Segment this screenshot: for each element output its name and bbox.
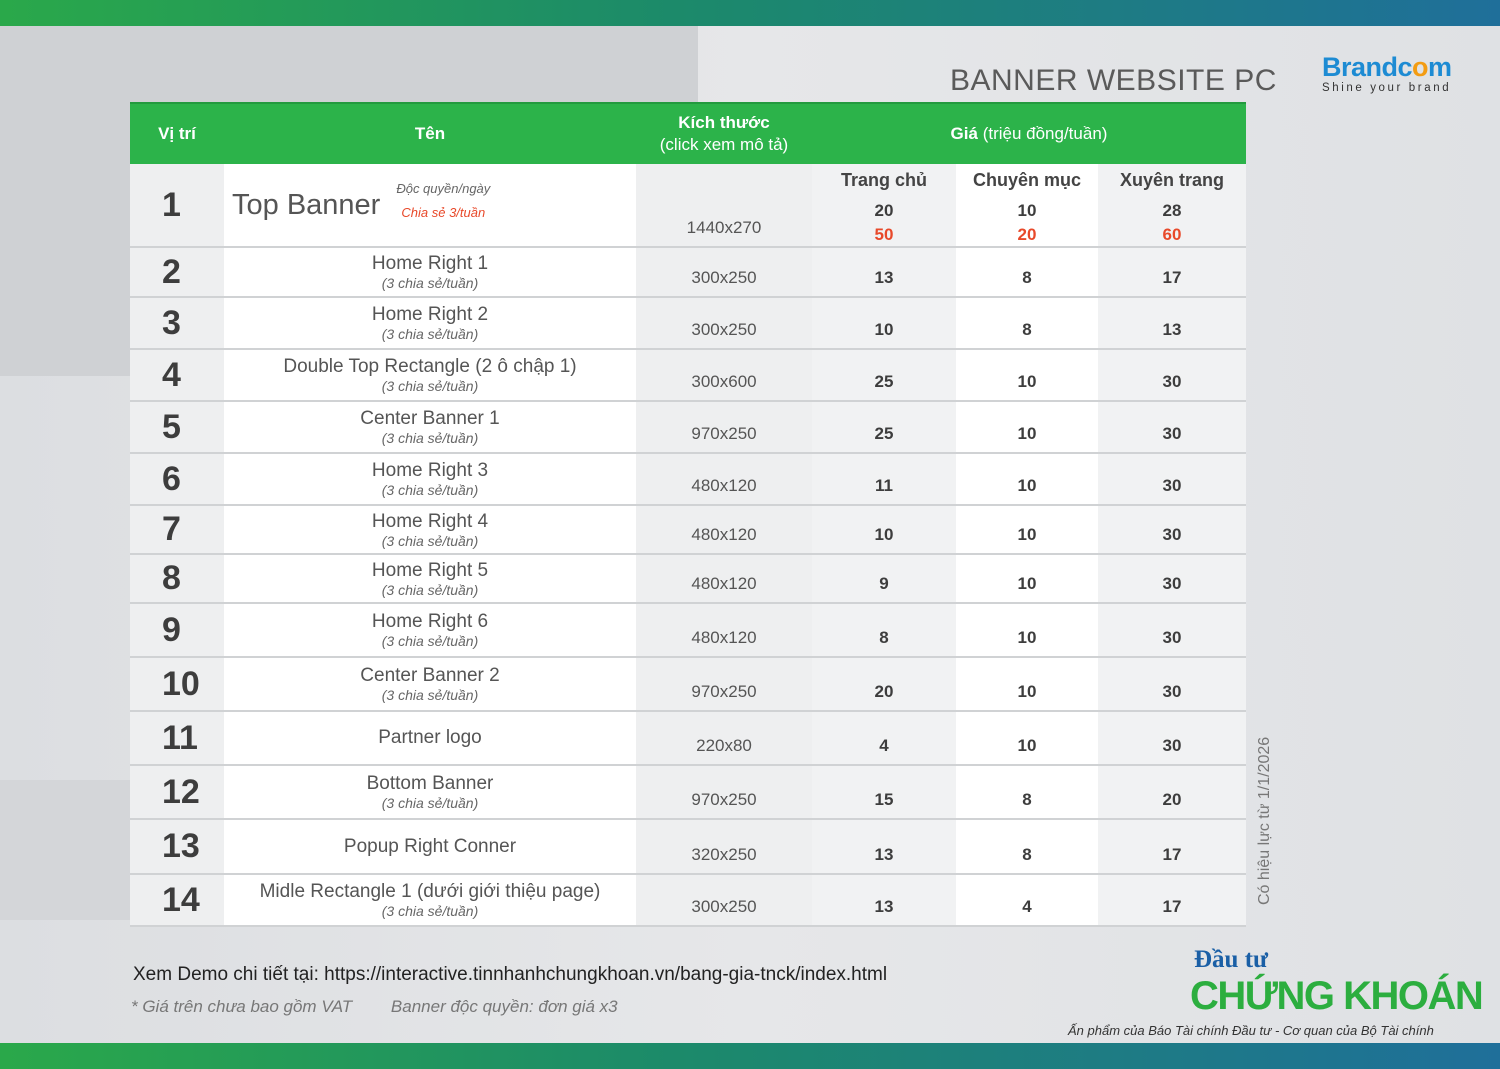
page-title: BANNER WEBSITE PC xyxy=(950,64,1277,97)
price-global: 30 xyxy=(1098,506,1246,553)
logo-text-end: m xyxy=(1428,52,1452,82)
price-category: 4 xyxy=(956,875,1098,925)
row-position: 14 xyxy=(130,875,224,925)
row-name: Partner logo xyxy=(378,727,482,748)
price-global-exclusive: 28 xyxy=(1162,201,1182,220)
price-category-shared: 20 xyxy=(1017,225,1037,244)
price-category: 10 xyxy=(956,454,1098,504)
row-name-cell xyxy=(224,658,636,710)
row-position: 8 xyxy=(130,555,224,602)
price-home: 15 xyxy=(812,766,956,818)
price-global: 13 xyxy=(1098,298,1246,348)
price-category: 10 xyxy=(956,712,1098,764)
vat-note: * Giá trên chưa bao gồm VAT xyxy=(131,997,353,1016)
row-position: 4 xyxy=(130,350,224,400)
row-name: Top Banner xyxy=(232,188,381,221)
row-name-cell xyxy=(224,604,636,656)
row-notes xyxy=(396,177,490,225)
footer-notes xyxy=(131,997,652,1017)
row-position: 6 xyxy=(130,454,224,504)
row-share-note: (3 chia sẻ/tuần) xyxy=(381,482,479,498)
price-global-cell xyxy=(1098,164,1246,246)
background-panel-lower xyxy=(0,780,130,920)
row-share-note: (3 chia sẻ/tuần) xyxy=(381,687,479,703)
price-category: 10 xyxy=(956,402,1098,452)
price-global: 30 xyxy=(1098,350,1246,400)
price-category: 10 xyxy=(956,604,1098,656)
row-name: Center Banner 2 xyxy=(360,665,500,686)
price-global: 17 xyxy=(1098,248,1246,296)
table-row xyxy=(130,604,1246,658)
row-size[interactable]: 480x120 xyxy=(636,454,812,504)
price-global: 30 xyxy=(1098,712,1246,764)
brandcom-logo xyxy=(1322,52,1472,94)
row-position: 7 xyxy=(130,506,224,553)
price-home: 10 xyxy=(812,298,956,348)
price-home: 11 xyxy=(812,454,956,504)
row-share-note: (3 chia sẻ/tuần) xyxy=(381,326,479,342)
row-size[interactable]: 300x250 xyxy=(636,298,812,348)
row-name-cell xyxy=(224,248,636,296)
table-row xyxy=(130,298,1246,350)
table-row xyxy=(130,164,1246,248)
price-global: 30 xyxy=(1098,658,1246,710)
row-share-note: (3 chia sẻ/tuần) xyxy=(381,275,479,291)
price-global: 17 xyxy=(1098,875,1246,925)
header-size-label: Kích thước xyxy=(678,113,770,132)
row-share-note: (3 chia sẻ/tuần) xyxy=(381,795,479,811)
header-home: Trang chủ xyxy=(840,170,927,190)
row-name-cell xyxy=(224,766,636,818)
price-category: 10 xyxy=(956,658,1098,710)
row-name: Home Right 4 xyxy=(371,510,489,532)
logo-text-o: o xyxy=(1412,52,1429,82)
header-global: Xuyên trang xyxy=(1119,170,1225,190)
row-name: Bottom Banner xyxy=(366,773,494,794)
publisher-subtitle: Ấn phẩm của Báo Tài chính Đầu tư - Cơ quan của Bộ Tài chính xyxy=(1068,1023,1434,1038)
row-name-cell xyxy=(224,820,636,873)
row-name-cell xyxy=(224,298,636,348)
price-category: 8 xyxy=(956,820,1098,873)
table-row xyxy=(130,555,1246,604)
row-name: Home Right 3 xyxy=(371,460,489,481)
effective-date-note: Có hiệu lực từ 1/1/2026 xyxy=(1256,736,1273,905)
header-category: Chuyên mục xyxy=(972,170,1082,190)
shared-note: Chia sẻ 3/tuần xyxy=(401,205,486,220)
row-name-cell xyxy=(224,164,636,246)
price-category-cell xyxy=(956,164,1098,246)
publisher-logo xyxy=(1190,945,1482,1017)
table-row xyxy=(130,248,1246,298)
table-row xyxy=(130,712,1246,766)
table-row xyxy=(130,402,1246,454)
price-global: 30 xyxy=(1098,402,1246,452)
header-name: Tên xyxy=(414,124,446,143)
table-row xyxy=(130,454,1246,506)
row-name-cell xyxy=(224,555,636,602)
row-position: 9 xyxy=(130,604,224,656)
table-row xyxy=(130,658,1246,712)
row-share-note: (3 chia sẻ/tuần) xyxy=(381,633,479,649)
row-name: Home Right 5 xyxy=(371,559,489,581)
price-global: 17 xyxy=(1098,820,1246,873)
row-size[interactable]: 320x250 xyxy=(636,820,812,873)
row-position: 2 xyxy=(130,248,224,296)
row-name-cell xyxy=(224,712,636,764)
table-body xyxy=(130,248,1246,927)
publisher-logo-line1: Đầu tư xyxy=(1194,946,1269,973)
price-home: 10 xyxy=(812,506,956,553)
row-share-note: (3 chia sẻ/tuần) xyxy=(381,378,479,394)
price-home-shared: 50 xyxy=(874,225,894,244)
row-position: 5 xyxy=(130,402,224,452)
publisher-logo-line2: CHỨNG KHOÁN xyxy=(1190,974,1483,1018)
table-row xyxy=(130,820,1246,875)
row-size[interactable]: 480x120 xyxy=(636,604,812,656)
row-name: Popup Right Conner xyxy=(343,835,517,857)
row-name: Double Top Rectangle (2 ô chập 1) xyxy=(283,356,577,377)
header-price-label: Giá xyxy=(950,124,978,143)
row-size[interactable]: 480x120 xyxy=(636,555,812,602)
price-global: 30 xyxy=(1098,604,1246,656)
logo-text-start: Brandc xyxy=(1322,52,1413,82)
row-name: Center Banner 1 xyxy=(360,408,500,429)
price-category: 10 xyxy=(956,555,1098,602)
price-category: 10 xyxy=(956,350,1098,400)
price-global: 30 xyxy=(1098,454,1246,504)
header-price xyxy=(812,123,1246,145)
price-category: 10 xyxy=(956,506,1098,553)
top-accent-bar xyxy=(0,0,1500,26)
row-position: 1 xyxy=(130,164,224,246)
header-price-sub: (triệu đồng/tuần) xyxy=(982,124,1108,143)
price-table xyxy=(130,102,1246,927)
row-size[interactable]: 480x120 xyxy=(636,506,812,553)
bottom-accent-bar xyxy=(0,1043,1500,1069)
row-position: 10 xyxy=(130,658,224,710)
row-name: Home Right 6 xyxy=(371,611,489,632)
price-global-shared: 60 xyxy=(1162,225,1182,244)
price-category: 8 xyxy=(956,248,1098,296)
row-size[interactable]: 300x250 xyxy=(636,875,812,925)
exclusive-price-note: Banner độc quyền: đơn giá x3 xyxy=(390,997,618,1016)
row-share-note: (3 chia sẻ/tuần) xyxy=(381,430,479,446)
price-home: 8 xyxy=(812,604,956,656)
price-home-cell xyxy=(812,164,956,246)
demo-link[interactable]: Xem Demo chi tiết tại: https://interactive.tinnhanhchungkhoan.vn/bang-gia-tnck/index.html xyxy=(133,964,888,985)
price-global: 20 xyxy=(1098,766,1246,818)
row-size[interactable]: 300x250 xyxy=(636,248,812,296)
row-name-cell xyxy=(224,454,636,504)
table-row xyxy=(130,506,1246,555)
row-name: Home Right 2 xyxy=(371,304,489,325)
price-home: 25 xyxy=(812,402,956,452)
row-share-note: (3 chia sẻ/tuần) xyxy=(381,581,479,598)
table-row xyxy=(130,350,1246,402)
price-category: 8 xyxy=(956,298,1098,348)
row-share-note: (3 chia sẻ/tuần) xyxy=(381,532,479,549)
price-global: 30 xyxy=(1098,555,1246,602)
header-size xyxy=(636,112,812,156)
row-size[interactable]: 220x80 xyxy=(636,712,812,764)
row-size[interactable]: 970x250 xyxy=(636,658,812,710)
header-size-sub: (click xem mô tả) xyxy=(659,135,789,154)
price-category: 8 xyxy=(956,766,1098,818)
price-home-exclusive: 20 xyxy=(874,201,894,220)
row-name-cell xyxy=(224,506,636,553)
row-position: 12 xyxy=(130,766,224,818)
table-row xyxy=(130,766,1246,820)
row-size[interactable]: 300x600 xyxy=(636,350,812,400)
table-header xyxy=(130,102,1246,164)
row-name-cell xyxy=(224,350,636,400)
price-home: 9 xyxy=(812,555,956,602)
price-home: 13 xyxy=(812,248,956,296)
row-size[interactable]: 970x250 xyxy=(636,402,812,452)
row-size[interactable]: 1440x270 xyxy=(636,164,812,246)
row-name: Home Right 1 xyxy=(371,253,489,274)
price-home: 25 xyxy=(812,350,956,400)
row-position: 3 xyxy=(130,298,224,348)
row-position: 11 xyxy=(130,712,224,764)
row-position: 13 xyxy=(130,820,224,873)
row-size[interactable]: 970x250 xyxy=(636,766,812,818)
logo-tagline: Shine your brand xyxy=(1322,82,1452,94)
table-row xyxy=(130,875,1246,927)
row-share-note: (3 chia sẻ/tuần) xyxy=(381,903,479,919)
price-home: 13 xyxy=(812,875,956,925)
exclusive-note: Độc quyền/ngày xyxy=(396,181,491,196)
row-name-cell xyxy=(224,875,636,925)
header-position: Vị trí xyxy=(158,124,196,143)
price-home: 4 xyxy=(812,712,956,764)
price-home: 13 xyxy=(812,820,956,873)
price-category-exclusive: 10 xyxy=(1017,201,1037,220)
price-home: 20 xyxy=(812,658,956,710)
logo-wordmark xyxy=(1322,52,1472,82)
row-name: Midle Rectangle 1 (dưới giới thiệu page) xyxy=(259,881,601,902)
row-name-cell xyxy=(224,402,636,452)
